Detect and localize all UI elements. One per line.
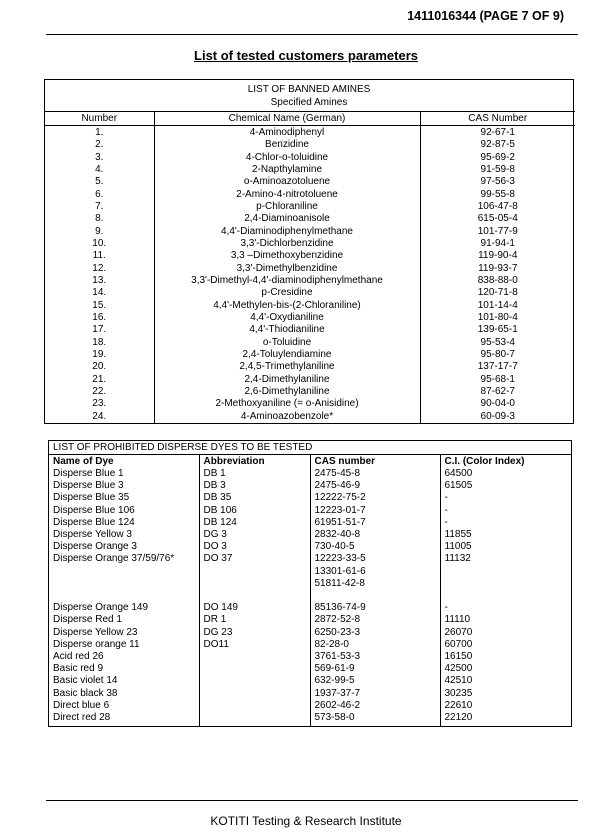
color-index-cell: - [440,492,573,504]
color-index-cell: 60700 [440,639,573,651]
table-row [45,188,575,200]
cas-number-cell: 106-47-8 [420,201,575,213]
color-index-cell: 42510 [440,675,573,687]
cas-number-cell: 615-05-4 [420,213,575,225]
cas-number-line: 2872-52-8 [314,614,361,626]
cas-number-cell: 119-90-4 [420,250,575,262]
column-header: CAS number [310,455,440,468]
cas-number-cell [310,712,440,726]
column-header: Name of Dye [53,455,114,467]
column-header: Number [45,112,154,126]
cas-number-line: 1937-37-7 [314,687,361,699]
cas-number-line: 12222-75-2 [314,492,366,504]
table-row [49,480,573,492]
chemical-name-cell: 4-Aminoazobenzole* [154,411,420,423]
cas-number-cell: 87-62-7 [420,386,575,398]
color-index-cell: 22120 [440,712,573,726]
color-index-cell: 16150 [440,651,573,663]
amines-caption: LIST OF BANNED AMINES [247,84,371,95]
table-row [49,468,573,480]
cas-number-line: 82-28-0 [314,638,349,650]
dye-name-cell: Basic violet 14 [53,675,118,687]
abbreviation-cell [199,651,310,663]
dyes-caption: LIST OF PROHIBITED DISPERSE DYES TO BE TESTED [49,441,571,455]
dye-name-cell: Basic red 9 [53,663,104,675]
cas-number-cell [310,651,440,663]
dye-name-cell: Disperse Yellow 23 [53,626,138,638]
column-header: CAS Number [420,112,575,126]
dye-name-cell: Disperse Red 1 [53,614,122,626]
chemical-name-cell: 2,6-Dimethylaniline [154,386,420,398]
cas-number-cell [310,688,440,700]
footer-institute: KOTITI Testing & Research Institute [210,814,402,828]
table-row [45,275,575,287]
chemical-name-cell: 4,4'-Diaminodiphenylmethane [154,225,420,237]
chemical-name-cell: 2,4-Diaminoanisole [154,213,420,225]
dye-name-cell: Disperse Orange 37/59/76* [53,553,175,565]
cas-number-line: 730-40-5 [314,541,355,553]
color-index-cell: 11005 [440,541,573,553]
cas-number-cell: 92-67-1 [420,126,575,140]
chemical-name-cell: p-Cresidine [154,287,420,299]
column-header: C.I. (Color Index) [440,455,573,468]
number-cell: 9. [95,225,104,237]
cas-number-cell [310,492,440,504]
number-cell: 17. [92,324,107,336]
cas-number-cell [310,541,440,553]
cas-number-cell [310,602,440,614]
chemical-name-cell: 2-Napthylamine [154,164,420,176]
dye-name-cell: Disperse Blue 3 [53,480,124,492]
number-cell: 14. [92,287,107,299]
table-row [49,529,573,541]
table-row [49,492,573,504]
number-cell: 19. [92,349,107,361]
abbreviation-cell [199,712,310,726]
number-cell: 23. [92,398,107,410]
number-cell: 5. [95,176,104,188]
abbreviation-cell: DO 3 [199,541,310,553]
dye-name-cell: Disperse Blue 106 [53,504,135,516]
table-row [49,712,573,726]
cas-number-cell: 90-04-0 [420,398,575,410]
cas-number-cell: 838-88-0 [420,275,575,287]
table-row [45,374,575,386]
table-row [45,250,575,262]
table-row [45,324,575,336]
cas-number-cell [310,700,440,712]
table-row [45,349,575,361]
header-divider [46,34,578,35]
cas-number-cell: 101-77-9 [420,225,575,237]
table-row [45,398,575,410]
document-title: List of tested customers parameters [194,48,418,63]
cas-number-cell: 137-17-7 [420,361,575,373]
cas-number-cell [310,529,440,541]
table-row [45,361,575,373]
chemical-name-cell: 3,3'-Dimethyl-4,4'-diaminodiphenylmethane [154,275,420,287]
abbreviation-cell: DO11 [199,639,310,651]
chemical-name-cell: 2,4,5-Trimethylaniline [154,361,420,373]
cas-number-cell [310,505,440,517]
number-cell: 15. [92,299,107,311]
color-index-cell: - [440,505,573,517]
table-row [49,505,573,517]
table-row [45,238,575,250]
cas-number-cell: 119-93-7 [420,262,575,274]
number-cell: 7. [95,200,104,212]
cas-number-cell: 99-55-8 [420,188,575,200]
abbreviation-cell [199,700,310,712]
number-cell: 6. [95,188,104,200]
chemical-name-cell: 3,3 –Dimethoxybenzidine [154,250,420,262]
chemical-name-cell: p-Chloraniline [154,201,420,213]
cas-number-line: 12223-33-5 [314,553,366,565]
footer-divider [46,800,578,801]
dye-name-cell: Disperse orange 11 [53,638,140,650]
color-index-cell: 26070 [440,627,573,639]
number-cell: 18. [92,336,107,348]
table-row [49,517,573,529]
cas-number-cell [310,468,440,480]
cas-number-cell [310,480,440,492]
cas-number-line: 51811-42-8 [314,577,365,589]
cas-number-cell: 120-71-8 [420,287,575,299]
table-row [45,139,575,151]
abbreviation-cell: DB 3 [199,480,310,492]
dye-name-cell: Disperse Blue 35 [53,492,130,504]
chemical-name-cell: 4,4'-Oxydianiline [154,312,420,324]
abbreviation-cell [199,675,310,687]
chemical-name-cell: 4,4'-Methylen-bis-(2-Chloraniline) [154,299,420,311]
abbreviation-cell: DB 124 [199,517,310,529]
dyes-grid [49,455,573,726]
table-row [45,213,575,225]
cas-number-line [315,590,440,602]
number-cell: 12. [92,262,107,274]
number-cell: 1. [95,127,104,138]
cas-number-cell: 97-56-3 [420,176,575,188]
table-row [49,553,573,602]
cas-number-line: 61951-51-7 [314,516,366,528]
amines-rows [45,126,575,423]
cas-number-line: 3761-53-3 [314,650,361,662]
dye-name-cell: Disperse Blue 124 [53,516,135,528]
table-row [49,663,573,675]
abbreviation-cell [199,663,310,675]
chemical-name-cell: 2,4-Dimethylaniline [154,374,420,386]
cas-number-cell: 91-59-8 [420,164,575,176]
color-index-cell: 11855 [440,529,573,541]
dye-name-cell: Disperse Blue 1 [53,468,124,479]
chemical-name-cell: 2-Methoxyaniline (= o-Anisidine) [154,398,420,410]
cas-number-cell: 60-09-3 [420,411,575,423]
color-index-cell: - [440,517,573,529]
cas-number-line: 573-58-0 [314,712,355,723]
chemical-name-cell: 3,3'-Dimethylbenzidine [154,262,420,274]
dye-name-cell: Direct blue 6 [53,699,110,711]
table-row [49,700,573,712]
cas-number-cell: 101-14-4 [420,299,575,311]
table-row [45,126,575,140]
table-row [45,176,575,188]
cas-number-cell [310,627,440,639]
table-row [45,299,575,311]
cas-number-cell [310,517,440,529]
chemical-name-cell: 2-Amino-4-nitrotoluene [154,188,420,200]
color-index-cell: - [440,602,573,614]
table-row [45,312,575,324]
column-header: Chemical Name (German) [154,112,420,126]
report-id-header: 1411016344 (PAGE 7 OF 9) [407,9,564,23]
cas-number-cell: 101-80-4 [420,312,575,324]
color-index-cell: 61505 [440,480,573,492]
number-cell: 4. [95,163,104,175]
number-cell: 2. [95,139,104,151]
table-row [45,411,575,423]
abbreviation-cell: DG 3 [199,529,310,541]
abbreviation-cell: DB 1 [199,468,310,480]
amines-header-row [45,112,575,126]
table-row [49,614,573,626]
color-index-cell: 11132 [440,553,573,602]
chemical-name-cell: 4-Chlor-o-toluidine [154,151,420,163]
cas-number-line: 6250-23-3 [314,626,361,638]
cas-number-cell [310,675,440,687]
chemical-name-cell: 4,4'-Thiodianiline [154,324,420,336]
chemical-name-cell: 2,4-Toluylendiamine [154,349,420,361]
dyes-rows [49,468,573,726]
table-row [45,337,575,349]
cas-number-cell [310,639,440,651]
chemical-name-cell: Benzidine [154,139,420,151]
color-index-cell: 64500 [440,468,573,480]
color-index-cell: 42500 [440,663,573,675]
chemical-name-cell: 3,3'-Dichlorbenzidine [154,238,420,250]
cas-number-line: 569-61-9 [314,663,355,675]
amines-grid [45,111,575,423]
dye-name-cell: Basic black 38 [53,687,118,699]
dye-name-cell: Acid red 26 [53,650,104,662]
amines-caption-block [45,80,573,111]
table-row [45,262,575,274]
dye-name-cell: Disperse Orange 3 [53,541,137,553]
dye-name-cell: Disperse Yellow 3 [53,529,132,541]
table-row [49,602,573,614]
banned-amines-table [44,79,574,424]
number-cell: 10. [92,237,107,249]
cas-number-line: 2832-40-8 [314,529,361,541]
dye-name-cell: Direct red 28 [53,712,111,723]
table-row [49,639,573,651]
cas-number-cell [310,614,440,626]
cas-number-cell: 95-69-2 [420,151,575,163]
abbreviation-cell: DR 1 [199,614,310,626]
number-cell: 20. [92,361,107,373]
cas-number-cell [310,663,440,675]
abbreviation-cell [199,688,310,700]
abbreviation-cell: DO 149 [199,602,310,614]
cas-number-line: 13301-61-6 [314,565,366,577]
chemical-name-cell: o-Toluidine [154,337,420,349]
cas-number-cell: 91-94-1 [420,238,575,250]
cas-number-cell: 139-65-1 [420,324,575,336]
amines-subcaption: Specified Amines [270,97,348,108]
table-row [49,627,573,639]
abbreviation-cell: DB 35 [199,492,310,504]
number-cell: 21. [92,373,107,385]
abbreviation-cell: DB 106 [199,505,310,517]
table-row [45,201,575,213]
color-index-cell: 11110 [440,614,573,626]
number-cell: 3. [95,151,104,163]
cas-number-line: 2475-45-8 [314,468,361,479]
cas-number-cell: 95-68-1 [420,374,575,386]
number-cell: 11. [92,250,106,262]
cas-number-cell: 92-87-5 [420,139,575,151]
cas-number-line: 12223-01-7 [314,504,366,516]
disperse-dyes-table [48,440,572,727]
number-cell: 24. [92,410,107,422]
cas-number-cell: 95-80-7 [420,349,575,361]
chemical-name-cell: 4-Aminodiphenyl [154,126,420,140]
cas-number-line: 2475-46-9 [314,480,361,492]
column-header: Abbreviation [199,455,310,468]
cas-number-cell [310,553,440,602]
number-cell: 13. [92,274,107,286]
table-row [49,688,573,700]
cas-number-line: 632-99-5 [314,675,355,687]
abbreviation-cell: DO 37 [199,553,310,602]
table-row [45,151,575,163]
number-cell: 8. [95,213,104,225]
table-row [45,164,575,176]
cas-number-line: 85136-74-9 [314,602,366,614]
chemical-name-cell: o-Aminoazotoluene [154,176,420,188]
cas-number-line: 2602-46-2 [314,699,361,711]
number-cell: 16. [92,311,107,323]
abbreviation-cell: DG 23 [199,627,310,639]
table-row [49,675,573,687]
table-row [45,225,575,237]
dye-name-cell: Disperse Orange 149 [53,602,149,614]
table-row [45,287,575,299]
color-index-cell: 22610 [440,700,573,712]
color-index-cell: 30235 [440,688,573,700]
number-cell: 22. [92,386,107,398]
cas-number-cell: 95-53-4 [420,337,575,349]
table-row [45,386,575,398]
table-row [49,541,573,553]
table-row [49,651,573,663]
dyes-header-row [49,455,573,468]
